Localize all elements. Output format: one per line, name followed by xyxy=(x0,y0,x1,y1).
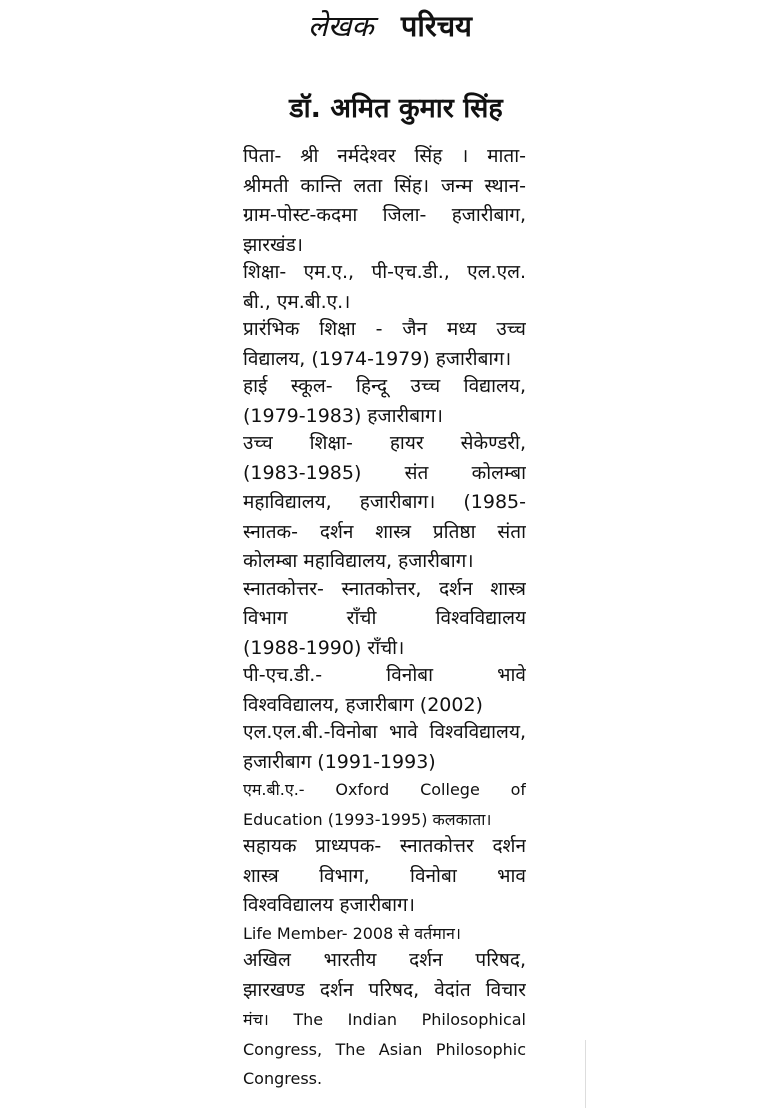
bio-line: विभाग राँची विश्वविद्यालय xyxy=(243,607,526,629)
bio-line: Congress. xyxy=(243,1069,323,1088)
bio-paragraph xyxy=(243,429,526,577)
bio-line: Education (1993-1995) कलकाता। xyxy=(243,809,492,829)
bio-line: एल.एल.बी.-विनोबा भावे विश्वविद्यालय, xyxy=(243,721,526,743)
bio-paragraph xyxy=(243,315,526,374)
bio-paragraph xyxy=(243,832,526,921)
bio-paragraph xyxy=(243,575,526,664)
bio-line: विश्वविद्यालय हजारीबाग। xyxy=(243,894,415,916)
bio-line: (1979-1983) हजारीबाग। xyxy=(243,404,443,427)
bio-line: झारखण्ड दर्शन परिषद, वेदांत विचार xyxy=(243,978,526,1001)
bio-paragraph xyxy=(243,919,526,949)
bio-line: (1983-1985) संत कोलम्बा xyxy=(243,461,526,484)
bio-paragraph xyxy=(243,258,526,317)
bio-line: श्रीमती कान्ति लता सिंह। जन्म स्थान- xyxy=(243,174,526,197)
bio-line: विश्वविद्यालय, हजारीबाग (2002) xyxy=(243,693,483,716)
bio-line: शास्त्र विभाग, विनोबा भाव xyxy=(243,864,526,887)
bio-line: एम.बी.ए.- Oxford College of xyxy=(243,780,526,799)
bio-line: विद्यालय, (1974-1979) हजारीबाग। xyxy=(243,347,512,370)
bio-line: ग्राम-पोस्ट-कदमा जिला- हजारीबाग, xyxy=(243,204,526,226)
bio-line: प्रारंभिक शिक्षा - जैन मध्य उच्च xyxy=(243,318,526,340)
heading-word-lekhak: लेखक xyxy=(308,9,374,43)
bio-line: शिक्षा- एम.ए., पी-एच.डी., एल.एल. xyxy=(243,261,526,283)
bio-line: स्नातकोत्तर- स्नातकोत्तर, दर्शन शास्त्र xyxy=(243,577,526,600)
bio-line: मंच। The Indian Philosophical xyxy=(243,1010,526,1029)
author-name: डॉ. अमित कुमार सिंह xyxy=(289,93,503,124)
page-edge-line xyxy=(585,1040,586,1108)
bio-line: पिता- श्री नर्मदेश्वर सिंह । माता- xyxy=(243,145,526,167)
bio-paragraph xyxy=(243,775,526,834)
page-heading xyxy=(0,6,780,45)
bio-line: उच्च शिक्षा- हायर सेकेण्डरी, xyxy=(243,432,526,454)
bio-line: महाविद्यालय, हजारीबाग। (1985- xyxy=(243,491,526,513)
bio-line: Congress, The Asian Philosophic xyxy=(243,1039,526,1059)
bio-paragraph xyxy=(243,661,526,720)
bio-paragraph xyxy=(243,142,526,260)
bio-line: बी., एम.बी.ए.। xyxy=(243,290,351,313)
bio-line: अखिल भारतीय दर्शन परिषद, xyxy=(243,949,526,971)
bio-line: हाई स्कूल- हिन्दू उच्च विद्यालय, xyxy=(243,375,526,397)
bio-line: पी-एच.डी.- विनोबा भावे xyxy=(243,664,526,686)
heading-word-parichay: परिचय xyxy=(400,9,472,43)
bio-line: Life Member- 2008 से वर्तमान। xyxy=(243,923,461,943)
bio-line: स्नातक- दर्शन शास्त्र प्रतिष्ठा संता xyxy=(243,520,526,543)
bio-paragraph xyxy=(243,718,526,777)
bio-line: हजारीबाग (1991-1993) xyxy=(243,750,436,773)
bio-paragraph xyxy=(243,946,526,1094)
bio-line: (1988-1990) राँची। xyxy=(243,636,405,659)
bio-line: कोलम्बा महाविद्यालय, हजारीबाग। xyxy=(243,550,474,572)
biography-text xyxy=(243,142,526,1094)
bio-line: झारखंड। xyxy=(243,233,303,256)
bio-line: सहायक प्राध्यपक- स्नातकोत्तर दर्शन xyxy=(243,835,526,857)
bio-paragraph xyxy=(243,372,526,431)
